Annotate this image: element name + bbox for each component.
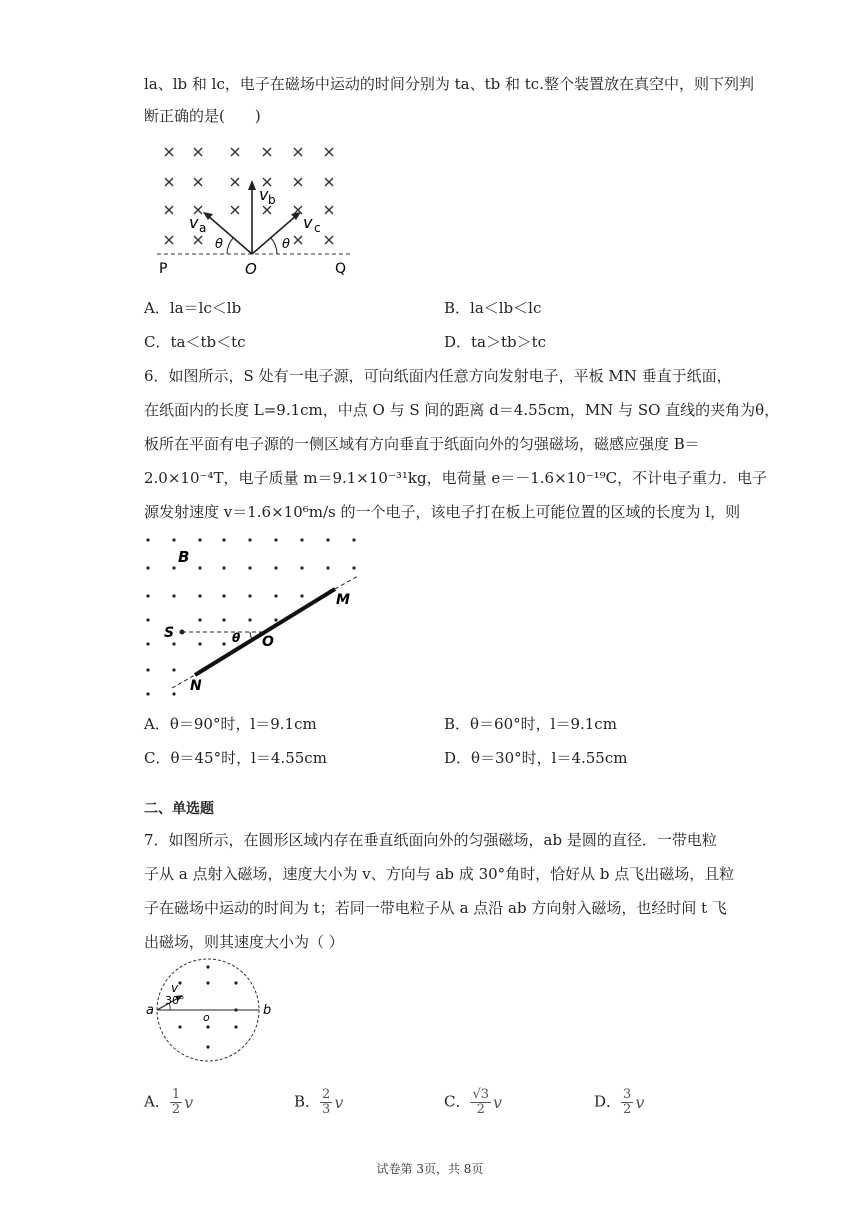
fraction: $\frac{√3}{2}$ xyxy=(472,1087,490,1117)
section-title: 二、单选题 xyxy=(144,801,214,817)
label-theta-right: θ xyxy=(282,237,290,252)
label-a: a xyxy=(146,1003,154,1018)
field-dot xyxy=(146,668,149,671)
field-dot xyxy=(352,566,355,569)
variable: v xyxy=(334,1092,344,1112)
field-dot xyxy=(222,566,225,569)
field-dot xyxy=(222,642,225,645)
field-dot xyxy=(206,981,209,984)
field-dot xyxy=(248,594,251,597)
variable: v xyxy=(184,1092,194,1112)
label-theta-left: θ xyxy=(215,237,223,252)
field-dot xyxy=(274,538,277,541)
field-dot xyxy=(198,642,201,645)
variable: v xyxy=(635,1092,645,1112)
q5-option-c[interactable]: C．ta＜tb＜tc xyxy=(144,333,246,351)
field-dot xyxy=(172,642,175,645)
q6-option-d[interactable]: D．θ＝30°时，l＝4.55cm xyxy=(444,749,628,767)
field-dot xyxy=(300,566,303,569)
field-dot xyxy=(248,618,251,621)
field-dot xyxy=(172,668,175,671)
q5-text-line-1: la、lb 和 lc，电子在磁场中运动的时间分别为 ta、tb 和 tc.整个装置放在真空中，则下列判 xyxy=(144,75,754,93)
label-P: P xyxy=(159,261,168,277)
label-va: v xyxy=(189,213,199,232)
fraction: $\frac{3}{2}$ xyxy=(623,1087,632,1117)
label-vb: v xyxy=(259,185,269,204)
q7-text-line-1: 7．如图所示，在圆形区域内存在垂直纸面向外的匀强磁场，ab 是圆的直径．一带电粒 xyxy=(144,831,717,849)
label-30deg: 30° xyxy=(165,994,185,1007)
field-dot xyxy=(172,692,175,695)
field-dot xyxy=(146,594,149,597)
field-dot xyxy=(248,566,251,569)
field-dot xyxy=(222,618,225,621)
field-dot xyxy=(172,566,175,569)
plate-extension-top xyxy=(335,576,358,589)
label-b: b xyxy=(263,1003,272,1018)
page-footer: 试卷第 3页，共 8页 xyxy=(376,1162,484,1176)
field-dot xyxy=(146,618,149,621)
label-vc-sub: c xyxy=(314,221,321,235)
q6-figure xyxy=(140,530,370,705)
q6-text-line-2: 在纸面内的长度 L=9.1cm，中点 O 与 S 间的距离 d＝4.55cm，MN 与 SO 直线的夹角为θ， xyxy=(144,401,780,419)
option-letter: D． xyxy=(594,1092,622,1111)
variable: v xyxy=(493,1092,503,1112)
label-theta: θ xyxy=(232,631,241,645)
field-dot xyxy=(234,1025,237,1028)
field-dot xyxy=(300,594,303,597)
field-dot xyxy=(326,538,329,541)
field-dots xyxy=(178,965,237,1048)
option-letter: C． xyxy=(444,1092,471,1111)
label-va-sub: a xyxy=(199,221,207,235)
q6-option-a[interactable]: A．θ＝90°时，l＝9.1cm xyxy=(144,715,317,733)
field-dot xyxy=(300,538,303,541)
q6-text-line-1: 6．如图所示，S 处有一电子源，可向纸面内任意方向发射电子，平板 MN 垂直于纸面， xyxy=(144,367,732,385)
field-dot xyxy=(352,538,355,541)
plate-MN xyxy=(195,589,335,675)
q5-option-d[interactable]: D．ta＞tb＞tc xyxy=(444,333,547,351)
field-dot xyxy=(146,642,149,645)
q6-text-line-4: 2.0×10⁻⁴T，电子质量 m＝9.1×10⁻³¹kg，电荷量 e＝－1.6×10⁻¹⁹C，不计电子重力．电子 xyxy=(144,469,768,487)
label-M: M xyxy=(336,592,350,608)
q5-figure xyxy=(155,140,365,280)
field-dot xyxy=(206,965,209,968)
label-vb-sub: b xyxy=(268,193,276,207)
field-dot xyxy=(222,594,225,597)
field-dot xyxy=(234,981,237,984)
q6-text-line-5: 源发射速度 v＝1.6×10⁶m/s 的一个电子，该电子打在板上可能位置的区域的长度为 l，则 xyxy=(144,503,741,521)
label-Q: Q xyxy=(335,261,347,277)
q7-option-d[interactable] xyxy=(594,1088,644,1117)
label-v: v xyxy=(171,981,179,995)
field-dot xyxy=(206,1025,209,1028)
field-dot xyxy=(326,566,329,569)
q7-figure xyxy=(140,955,280,1065)
q7-text-line-3: 子在磁场中运动的时间为 t；若同一带电粒子从 a 点沿 ab 方向射入磁场，也经时间 t 飞 xyxy=(144,899,727,917)
field-dot xyxy=(248,538,251,541)
q5-text-line-2: 断正确的是( ) xyxy=(144,107,261,125)
field-dot xyxy=(274,618,277,621)
field-dot xyxy=(274,566,277,569)
field-dot xyxy=(146,538,149,541)
label-O: O xyxy=(262,634,274,650)
field-dot xyxy=(172,538,175,541)
q5-option-a[interactable]: A．la＝lc＜lb xyxy=(144,299,242,317)
q6-text-line-3: 板所在平面有电子源的一侧区域有方向垂直于纸面向外的匀强磁场，磁感应强度 B＝ xyxy=(144,435,700,453)
fraction: $\frac{2}{3}$ xyxy=(322,1087,331,1117)
label-o: o xyxy=(203,1011,210,1024)
field-dot xyxy=(274,594,277,597)
q5-option-b[interactable]: B．la＜lb＜lc xyxy=(444,299,542,317)
q7-option-b[interactable] xyxy=(294,1088,343,1117)
field-dot xyxy=(198,618,201,621)
field-dot xyxy=(206,1045,209,1048)
velocity-c-arrow xyxy=(252,215,297,254)
field-dot xyxy=(146,566,149,569)
q7-option-a[interactable] xyxy=(144,1088,193,1117)
option-letter: B． xyxy=(294,1092,321,1111)
field-dot xyxy=(198,566,201,569)
q6-option-c[interactable]: C．θ＝45°时，l＝4.55cm xyxy=(144,749,327,767)
option-letter: A． xyxy=(144,1092,170,1111)
fraction: $\frac{1}{2}$ xyxy=(171,1087,181,1117)
field-dot xyxy=(178,1025,181,1028)
field-dot xyxy=(146,692,149,695)
q7-text-line-4: 出磁场，则其速度大小为（ ） xyxy=(144,933,344,951)
label-O: O xyxy=(245,260,257,278)
q7-text-line-2: 子从 a 点射入磁场，速度大小为 v、方向与 ab 成 30°角时，恰好从 b 点飞出磁场，且粒 xyxy=(144,865,735,883)
label-vc: v xyxy=(303,213,313,232)
field-dot xyxy=(172,594,175,597)
field-dot xyxy=(198,594,201,597)
label-S: S xyxy=(164,625,175,641)
label-N: N xyxy=(190,678,202,694)
field-dot xyxy=(178,981,181,984)
label-B: B xyxy=(178,548,190,566)
field-dot xyxy=(198,538,201,541)
q7-option-c[interactable] xyxy=(444,1088,502,1117)
velocity-a-arrow xyxy=(207,215,252,254)
q6-option-b[interactable]: B．θ＝60°时，l＝9.1cm xyxy=(444,715,617,733)
field-dot xyxy=(222,538,225,541)
